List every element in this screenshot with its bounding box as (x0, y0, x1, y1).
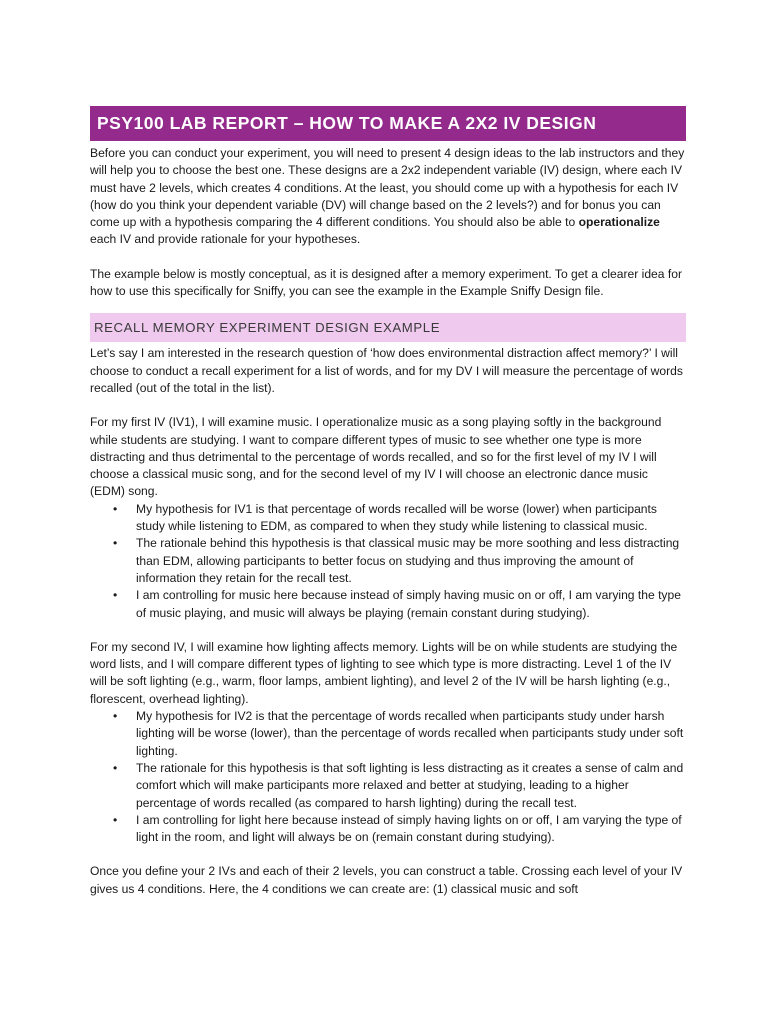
section-heading: RECALL MEMORY EXPERIMENT DESIGN EXAMPLE (90, 313, 686, 342)
list-item: • I am controlling for light here because instead of simply having lights on or off, I am varying the type of light in the room, and light will always be on (remain constant during studying). (90, 812, 686, 847)
intro-text-end: each IV and provide rationale for your hypotheses. (90, 232, 361, 247)
document-content (90, 106, 686, 898)
intro-paragraph (90, 145, 686, 249)
page-title: PSY100 LAB REPORT – HOW TO MAKE A 2X2 IV DESIGN (90, 106, 686, 141)
intro-text: Before you can conduct your experiment, you will need to present 4 design ideas to the lab instructors and they will help you to choose the best one. These designs are a 2x2 independent variable (IV) design, where each IV must have 2 levels, which creates 4 conditions. At the least, you should come up with a hypothesis for each IV (how do you think your dependent variable (DV) will change based on the 2 levels?) and for bonus you can come up with a hypothesis comparing the 4 different conditions. You should also be able to (90, 146, 685, 230)
research-question-paragraph: Let’s say I am interested in the research question of ‘how does environmental distraction affect memory?’ I will choose to conduct a recall experiment for a list of words, and for my DV I will measure the percentage of words recalled (out of the total in the list). (90, 346, 683, 395)
example-note-paragraph: The example below is mostly conceptual, as it is designed after a memory experiment. To get a clearer idea for how to use this specifically for Sniffy, you can see the example in the Example Sniffy Design file. (90, 266, 682, 299)
list-item: • The rationale behind this hypothesis is that classical music may be more soothing and less distracting than EDM, allowing participants to better focus on studying and thus improving the amount of information they retain for the recall test. (90, 535, 686, 587)
list-item: • My hypothesis for IV1 is that percentage of words recalled will be worse (lower) when participants study while listening to EDM, as compared to when they study while listening to classical music. (90, 501, 686, 536)
iv2-paragraph: For my second IV, I will examine how lighting affects memory. Lights will be on while students are studying the word lists, and I will compare different types of lighting to see which type is more distracting. Level 1 of the IV will be soft lighting (e.g., warm, floor lamps, ambient lighting), and level 2 of the IV will be harsh lighting (e.g., florescent, overhead lighting). (90, 639, 678, 706)
list-item: • I am controlling for music here because instead of simply having music on or off, I am varying the type of music playing, and music will always be playing (remain constant during studying). (90, 587, 686, 622)
conditions-paragraph: Once you define your 2 IVs and each of their 2 levels, you can construct a table. Crossing each level of your IV gives us 4 conditions. Here, the 4 conditions we can create are: (1) classical music and soft (90, 864, 683, 896)
iv1-bullet-list (90, 501, 686, 622)
iv2-bullet-list (90, 708, 686, 846)
list-item: • The rationale for this hypothesis is that soft lighting is less distracting as it creates a sense of calm and comfort which will make participants more relaxed and better at studying, leading to a higher percentage of words recalled (as compared to harsh lighting) during the recall test. (90, 760, 686, 812)
intro-bold-term: operationalize (578, 215, 660, 230)
list-item: • My hypothesis for IV2 is that the percentage of words recalled when participants study under harsh lighting will be worse (lower), than the percentage of words recalled when participants study under soft lighting. (90, 708, 686, 760)
iv1-paragraph: For my first IV (IV1), I will examine music. I operationalize music as a song playing softly in the background while students are studying. I want to compare different types of music to see whether one type is more distracting and thus detrimental to the percentage of words recalled, and so for the first level of my IV I will choose a classical music song, and for the second level of my IV I will choose an electronic dance music (EDM) song. (90, 415, 662, 499)
